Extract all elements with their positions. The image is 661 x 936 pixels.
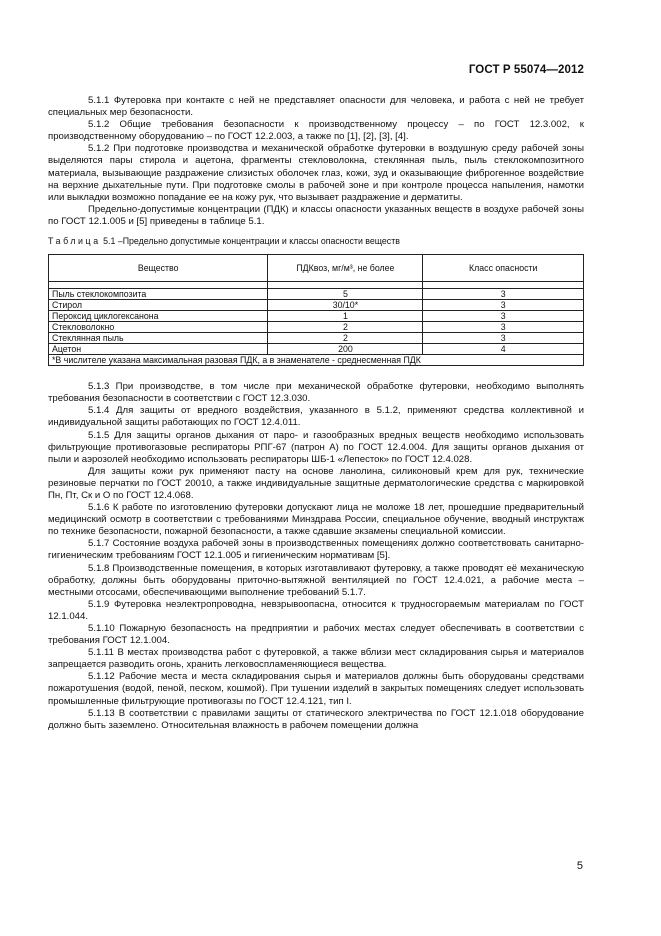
table-row [49, 300, 584, 311]
paragraph-5-1-10: 5.1.10 Пожарную безопасность на предприятии и рабочих местах следует обеспечивать в соответствии с требования ГОСТ 12.1.004. [48, 623, 584, 647]
table-row [49, 289, 584, 300]
page-number: 5 [576, 860, 583, 872]
cell-pdk: 5 [268, 289, 423, 300]
table-row [49, 322, 584, 333]
paragraph-5-1-7: 5.1.7 Состояние воздуха рабочей зоны в производственных помещениях должно соответствовать санитарно-гигиеническим требованиям ГОСТ 12.1.005 и гигиеническим нормативам [5]. [48, 538, 584, 562]
cell-pdk: 2 [268, 333, 423, 344]
document-code-header: ГОСТ Р 55074—2012 [468, 64, 584, 76]
paragraph-pdk-intro: Предельно-допустимые концентрации (ПДК) и классы опасности указанных веществ в воздухе рабочей зоны по ГОСТ 12.1.005 и [5] приведены в таблице 5.1. [48, 203, 584, 227]
cell-hazard-class: 3 [423, 289, 584, 300]
cell-pdk: 2 [268, 322, 423, 333]
cell-substance: Ацетон [49, 344, 268, 355]
paragraph-5-1-4: 5.1.4 Для защиты от вредного воздействия, указанного в 5.1.2, применяют средства коллективной и индивидуальной защиты работающих по ГОСТ 12.4.011. [48, 405, 584, 429]
cell-substance: Стеклянная пыль [49, 333, 268, 344]
table-spacer-row [49, 282, 584, 289]
paragraph-5-1-9: 5.1.9 Футеровка неэлектропроводна, невзрывоопасна, относится к трудносгораемым материалам по ГОСТ 12.1.044. [48, 598, 584, 622]
header-pdk: ПДКвоз, мг/м³, не более [268, 255, 423, 282]
paragraph-5-1-6: 5.1.6 К работе по изготовлению футеровки допускают лица не моложе 18 лет, прошедшие предварительный медицинский осмотр в соответствии с требованиями Минздрава России, специальное обучение, вводный инструктаж по технике безопасности, пожарной безопасности, а также сдавшие экзамены специальной комиссии. [48, 502, 584, 538]
cell-hazard-class: 3 [423, 311, 584, 322]
cell-substance: Пероксид циклогексанона [49, 311, 268, 322]
table-row [49, 344, 584, 355]
paragraph-5-1-2-preparation: 5.1.2 При подготовке производства и механической обработке футеровки в воздушную среду рабочей зоны выделяются пары стирола и ацетона, фрагменты стекловолокна, стеклянная пыль, пыль стеклокомпозитного материала, вызывающие раздражение слизистых оболочек глаз, кожи, зуд и оказывающие фиброгенное воздействие на верхние дыхательные пути. При подготовке смолы в рабочей зоне и при контроле процесса напыления, намотки или выкладки возможно попадание ее на кожу рук, что вызывает раздражение и дерматиты. [48, 143, 584, 203]
paragraph-5-1-13: 5.1.13 В соответствии с правилами защиты от статического электричества по ГОСТ 12.1.018 оборудование должно быть заземлено. Относительная влажность в рабочем помещении должна [48, 707, 584, 731]
paragraph-5-1-5: 5.1.5 Для защиты органов дыхания от паро- и газообразных вредных веществ необходимо использовать фильтрующие противогазовые респираторы РПГ-67 (патрон А) по ГОСТ 12.4.004. Для защиты органов дыхания от пыли и аэрозолей необходимо использовать респираторы ШБ-1 «Лепесток» по ГОСТ 12.4.028. [48, 429, 584, 465]
cell-hazard-class: 3 [423, 333, 584, 344]
paragraph-5-1-3: 5.1.3 При производстве, в том числе при механической обработке футеровки, необходимо выполнять требования безопасности в соответствии с ГОСТ 12.3.030. [48, 381, 584, 405]
document-body [48, 95, 584, 732]
table-caption-prefix: Таблица [48, 236, 101, 247]
paragraph-skin-protection: Для защиты кожи рук применяют пасту на основе ланолина, силиконовый крем для рук, технические резиновые перчатки по ГОСТ 20010, а также индивидуальные защитные дерматологические средства с маркировкой Пн, Пт, Ск и О по ГОСТ 12.4.068. [48, 465, 584, 501]
table-footnote-row [49, 355, 584, 366]
table-row [49, 311, 584, 322]
cell-hazard-class: 3 [423, 300, 584, 311]
header-substance: Вещество [49, 255, 268, 282]
table-header-row [49, 255, 584, 282]
paragraph-5-1-8: 5.1.8 Производственные помещения, в которых изготавливают футеровку, а также проводят её механическую обработку, должны быть оборудованы приточно-вытяжной вентиляцией по ГОСТ 12.4.021, а рабочие места – местными отсосами, обеспечивающими выполнение требований 5.1.7. [48, 562, 584, 598]
paragraph-5-1-1: 5.1.1 Футеровка при контакте с ней не представляет опасности для человека, и работа с ней не требует специальных мер безопасности. [48, 95, 584, 119]
cell-pdk: 1 [268, 311, 423, 322]
cell-hazard-class: 3 [423, 322, 584, 333]
pdk-table [48, 254, 584, 366]
header-hazard-class: Класс опасности [423, 255, 584, 282]
table-caption-text: 5.1 –Предельно допустимые концентрации и классы опасности веществ [103, 236, 400, 247]
cell-substance: Стирол [49, 300, 268, 311]
cell-pdk: 30/10* [268, 300, 423, 311]
cell-pdk: 200 [268, 344, 423, 355]
table-caption [48, 235, 584, 247]
paragraph-5-1-12: 5.1.12 Рабочие места и места складирования сырья и материалов должны быть оборудованы средствами пожаротушения (водой, пеной, песком, кошмой). При тушении изделий в закрытых помещениях следует использовать промышленные фильтрующие противогазы по ГОСТ 12.4.121, тип I. [48, 671, 584, 707]
paragraph-5-1-11: 5.1.11 В местах производства работ с футеровкой, а также вблизи мест складирования сырья и материалов запрещается разводить огонь, хранить легковоспламеняющиеся вещества. [48, 647, 584, 671]
cell-substance: Стекловолокно [49, 322, 268, 333]
cell-substance: Пыль стеклокомпозита [49, 289, 268, 300]
table-footnote: *В числителе указана максимальная разовая ПДК, а в знаменателе - среднесменная ПДК [49, 355, 584, 366]
cell-hazard-class: 4 [423, 344, 584, 355]
paragraph-5-1-2-general: 5.1.2 Общие требования безопасности к производственному процессу – по ГОСТ 12.3.002, к производственному оборудованию – по ГОСТ 12.2.003, а также по [1], [2], [3], [4]. [48, 119, 584, 143]
table-row [49, 333, 584, 344]
